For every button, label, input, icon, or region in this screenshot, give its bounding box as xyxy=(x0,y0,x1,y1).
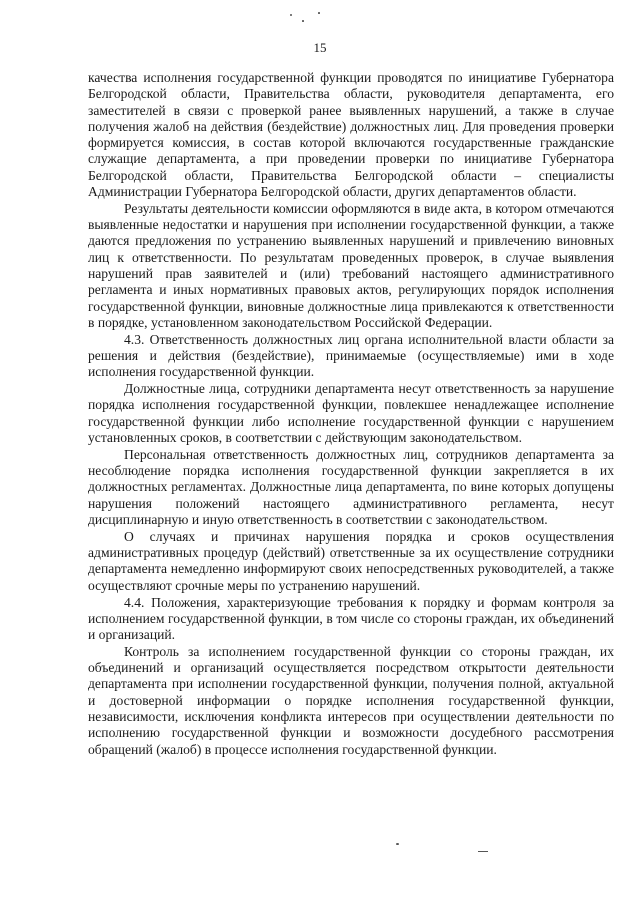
document-body xyxy=(88,70,614,758)
scan-artifact xyxy=(318,12,320,14)
paragraph-continuation: качества исполнения государственной функции проводятся по инициативе Губернатора Белгородской области, Правительства области, руководителя департамента, его заместителей в связи с проверкой ранее выявленных нарушений, а также в случае получения жалоб на действия (бездействие) должностных лиц. Для проведения проверки формируется комиссия, в состав которой включаются государственные гражданские служащие департамента, а при проведении проверки по инициативе Губернатора Белгородской области, Правительства Белгородской области – специалисты Администрации Губернатора Белгородской области, других департаментов области. xyxy=(88,70,614,200)
scan-artifact xyxy=(302,20,304,22)
page-number: 15 xyxy=(313,40,327,55)
scan-artifact xyxy=(478,851,488,852)
paragraph-commission-results: Результаты деятельности комиссии оформляются в виде акта, в котором отмечаются выявленные недостатки и нарушения при исполнении государственной функции, а также даются предложения по устранению выявленных нарушений и привлечению виновных лиц к ответственности. По результатам проведенных проверок, в случае выявления нарушений прав заявителей и (или) требований настоящего административного регламента и иных нормативных правовых актов, регулирующих порядок исполнения государственной функции, виновные должностные лица привлекаются к ответственности в порядке, установленном законодательством Российской Федерации. xyxy=(88,200,614,330)
paragraph-public-control: Контроль за исполнением государственной функции со стороны граждан, их объединений и организаций осуществляется посредством открытости деятельности департамента при исполнении государственной функции, получения полной, актуальной и достоверной информации о порядке исполнения государственной функции, независимости, исключения конфликта интересов при осуществлении деятельности по исполнению государственной функции и возможности досудебного рассмотрения обращений (жалоб) в процессе исполнения государственной функции. xyxy=(88,643,614,757)
paragraph-personal-responsibility: Персональная ответственность должностных лиц, сотрудников департамента за несоблюдение порядка исполнения государственной функции закрепляется в их должностных регламентах. Должностные лица департамента, по вине которых допущены нарушения положений настоящего административного регламента, несут дисциплинарную и иную ответственность в соответствии с законодательством. xyxy=(88,446,614,528)
scan-artifact xyxy=(290,14,292,16)
paragraph-violation-reporting: О случаях и причинах нарушения порядка и сроков осуществления административных процедур (действий) ответственные за их осуществление сотрудники департамента немедленно информируют своих непосредственных руководителей, а также осуществляют срочные меры по устранению нарушений. xyxy=(88,528,614,593)
section-heading-4-4: 4.4. Положения, характеризующие требования к порядку и формам контроля за исполнением государственной функции, в том числе со стороны граждан, их объединений и организаций. xyxy=(88,594,614,643)
scan-artifact xyxy=(396,843,399,845)
section-heading-4-3: 4.3. Ответственность должностных лиц органа исполнительной власти области за решения и действия (бездействие), принимаемые (осуществляемые) ими в ходе исполнения государственной функции. xyxy=(88,331,614,380)
paragraph-officials-responsibility: Должностные лица, сотрудники департамента несут ответственность за нарушение порядка исполнения государственной функции, повлекшее ненадлежащее исполнение государственной функции либо исполнение государственной функции с нарушением установленных сроков, в соответствии с действующим законодательством. xyxy=(88,381,614,446)
